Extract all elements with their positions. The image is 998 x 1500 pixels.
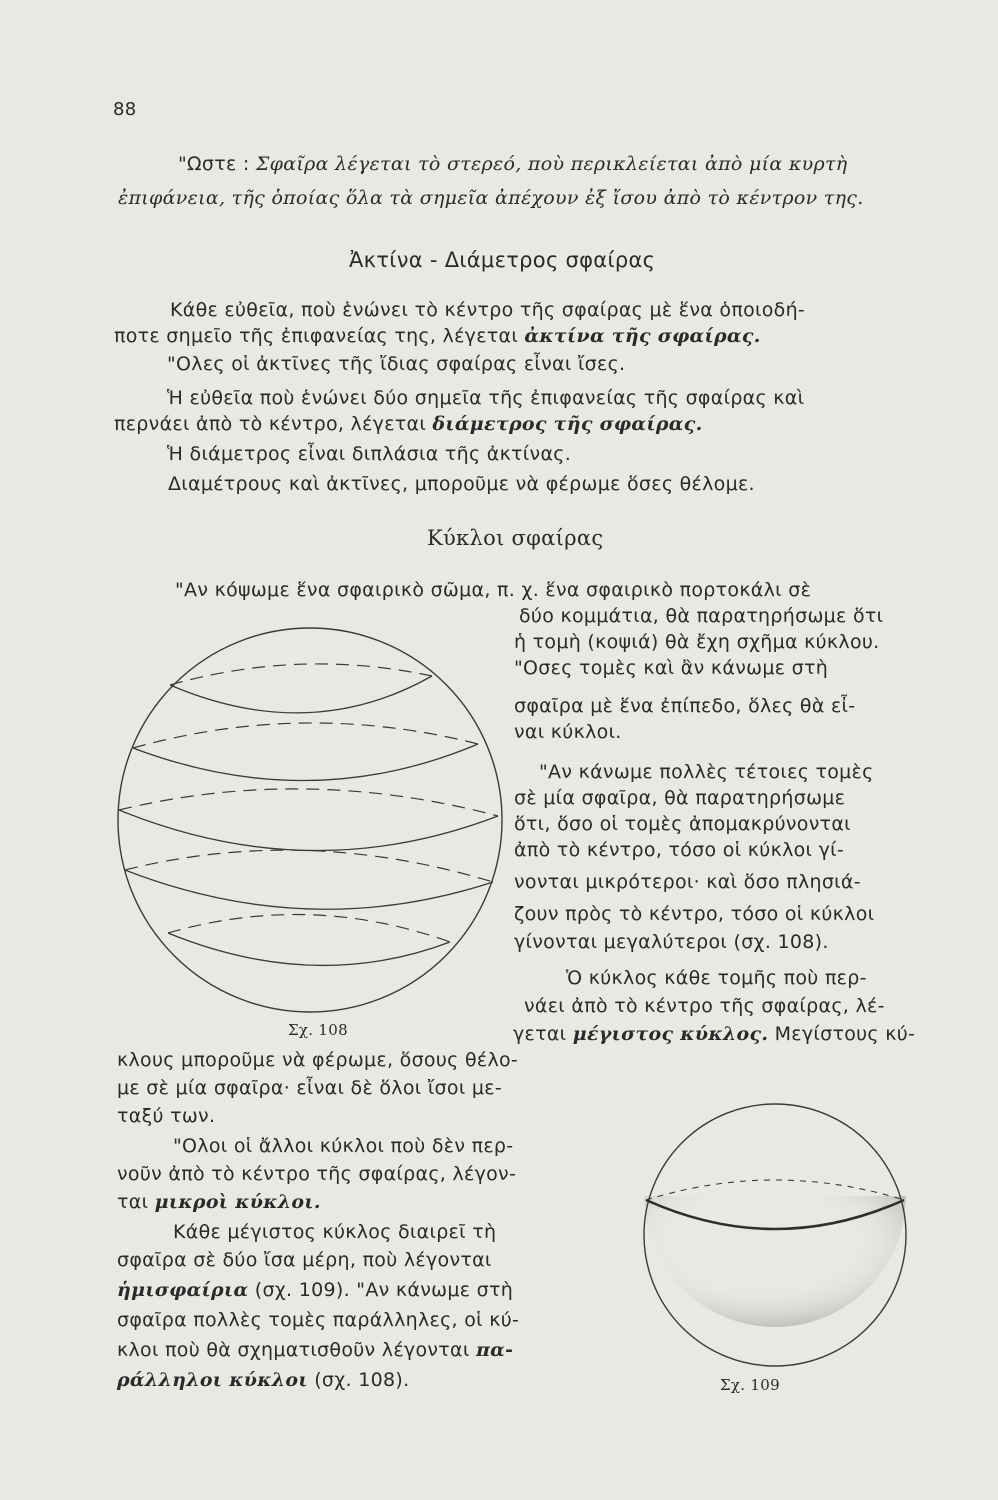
text-line-hemispheres (117, 1278, 513, 1302)
text-line: δύο κομμάτια, θὰ παρατηρήσωμε ὅτι (519, 605, 884, 627)
parallel-circle-back (170, 664, 432, 685)
text-line: σφαῖρα σὲ δύο ἴσα μέρη, ποὺ λέγονται (117, 1249, 492, 1271)
text-line-parallel (117, 1338, 513, 1362)
paragraph-radius-line-2 (114, 324, 761, 348)
parallel-circle-front (133, 744, 478, 781)
term-parallel-a: πα- (475, 1339, 514, 1361)
page-number: 88 (113, 99, 137, 120)
term-great-circle: μέγιστος κύκλος. (572, 1023, 769, 1045)
figure-108-sphere (100, 620, 520, 1020)
paragraph-diameter-line-1: Ἡ εὐθεῖα ποὺ ἑνώνει δύο σημεῖα τῆς ἐπιφανείας τῆς σφαίρας καὶ (167, 387, 805, 409)
text-line: ἀπὸ τὸ κέντρο, τόσο οἱ κύκλοι γί- (514, 839, 845, 861)
sphere-outline (118, 628, 502, 1012)
section-title-sphere-circles: Κύκλοι σφαίρας (427, 526, 604, 550)
parallel-circle-back (168, 915, 450, 942)
term-diameter: διάμετρος τῆς σφαίρας. (432, 413, 703, 435)
parallel-circle-back (119, 789, 498, 816)
text-line: κλους μποροῦμε νὰ φέρωμε, ὅσους θέλο- (117, 1049, 519, 1071)
text-line-small-circles (117, 1190, 321, 1214)
text-line: νάει ἀπὸ τὸ κέντρο τῆς σφαίρας, λέ- (524, 995, 885, 1017)
text-line: με σὲ μία σφαῖρα· εἶναι δὲ ὅλοι ἴσοι με- (117, 1077, 503, 1099)
parallel-circle-front (170, 676, 432, 713)
text-line: νονται μικρότεροι· καὶ ὅσο πλησιά- (514, 871, 861, 893)
term-hemispheres: ἡμισφαίρια (117, 1279, 249, 1301)
text-line: νοῦν ἀπὸ τὸ κέντρο τῆς σφαίρας, λέγον- (117, 1163, 517, 1185)
great-circle-text: γεται (513, 1023, 573, 1045)
parallel-circle-front (119, 810, 498, 851)
paragraph-radius-line-1: Κάθε εὐθεῖα, ποὺ ἑνώνει τὸ κέντρο τῆς σφαίρας μὲ ἕνα ὁποιοδή- (170, 299, 806, 321)
parallel-circle-back (125, 850, 493, 882)
text-line: ταξύ των. (117, 1105, 216, 1127)
great-circle-text-tail: Μεγίστους κύ- (768, 1023, 916, 1045)
figure-109-caption: Σχ. 109 (720, 1376, 780, 1394)
text-line-great-circle (513, 1022, 915, 1046)
text-line: Κάθε μέγιστος κύκλος διαιρεῖ τὴ (173, 1221, 497, 1243)
definition-text: Σφαῖρα λέγεται τὸ στερεό, ποὺ περικλείεται ἀπὸ μία κυρτὴ (255, 153, 848, 175)
text-line: "Ολοι οἱ ἄλλοι κύκλοι ποὺ δὲν περ- (173, 1135, 514, 1157)
text-line-parallel-2 (117, 1368, 409, 1392)
paragraph-diameter-text: περνάει ἀπὸ τὸ κέντρο, λέγεται (114, 413, 433, 435)
text-line: ἡ τομὴ (κοψιά) θὰ ἔχη σχῆμα κύκλου. (514, 631, 880, 653)
parallel-circle-front (168, 933, 450, 965)
parallel-text: κλοι ποὺ θὰ σχηματισθοῦν λέγονται (117, 1339, 476, 1361)
term-parallel-b: ράλληλοι κύκλοι (117, 1369, 308, 1391)
paragraph-equal-radii: "Ολες οἱ ἀκτῖνες τῆς ἴδιας σφαίρας εἶναι ἴσες. (167, 353, 626, 375)
term-radius: ἀκτίνα τῆς σφαίρας. (524, 325, 761, 347)
parallel-circle-front (125, 870, 493, 909)
text-line: σὲ μία σφαῖρα, θὰ παρατηρήσωμε (514, 787, 846, 809)
parallel-circle-back (133, 723, 478, 748)
text-line: Ὁ κύκλος κάθε τομῆς ποὺ περ- (566, 967, 867, 989)
paragraph-diameter-line-2 (114, 412, 702, 436)
small-circles-text: ται (117, 1191, 155, 1213)
section-title-radius-diameter: Ἀκτίνα - Διάμετρος σφαίρας (349, 248, 656, 272)
text-line: ζουν πρὸς τὸ κέντρο, τόσο οἱ κύκλοι (514, 903, 875, 925)
definition-line-2: ἐπιφάνεια, τῆς ὁποίας ὅλα τὰ σημεῖα ἀπέχουν ἐξ ἴσου ἀπὸ τὸ κέντρον της. (118, 187, 864, 209)
figure-108-caption: Σχ. 108 (288, 1021, 348, 1039)
text-line: σφαῖρα πολλὲς τομὲς παράλληλες, οἱ κύ- (117, 1309, 520, 1331)
paragraph-many-diameters: Διαμέτρους καὶ ἀκτῖνες, μποροῦμε νὰ φέρωμε ὅσες θέλομε. (168, 473, 755, 495)
text-line: ὅτι, ὅσο οἱ τομὲς ἀπομακρύνονται (514, 813, 851, 835)
text-line: σφαῖρα μὲ ἕνα ἐπίπεδο, ὅλες θὰ εἶ- (514, 695, 856, 717)
figure-109-hemispheres (640, 1100, 910, 1370)
definition-lead: "Ωστε : (178, 153, 256, 175)
paragraph-double-radius: Ἡ διάμετρος εἶναι διπλάσια τῆς ἀκτίνας. (167, 443, 572, 465)
text-line: "Αν κόψωμε ἕνα σφαιρικὸ σῶμα, π. χ. ἕνα σφαιρικὸ πορτοκάλι σὲ (175, 579, 812, 601)
text-line: ναι κύκλοι. (514, 721, 622, 743)
term-small-circles: μικροὶ κύκλοι. (154, 1191, 321, 1213)
paragraph-radius-text: ποτε σημεῖο τῆς ἐπιφανείας της, λέγεται (114, 325, 525, 347)
text-line: "Αν κάνωμε πολλὲς τέτοιες τομὲς (539, 761, 874, 783)
hemispheres-text: (σχ. 109). "Αν κάνωμε στὴ (248, 1279, 514, 1301)
definition-line-1 (178, 152, 847, 176)
parallel-text-tail: (σχ. 108). (307, 1369, 410, 1391)
text-line: "Οσες τομὲς καὶ ἂν κάνωμε στὴ (514, 657, 829, 679)
text-line: γίνονται μεγαλύτεροι (σχ. 108). (514, 931, 829, 953)
